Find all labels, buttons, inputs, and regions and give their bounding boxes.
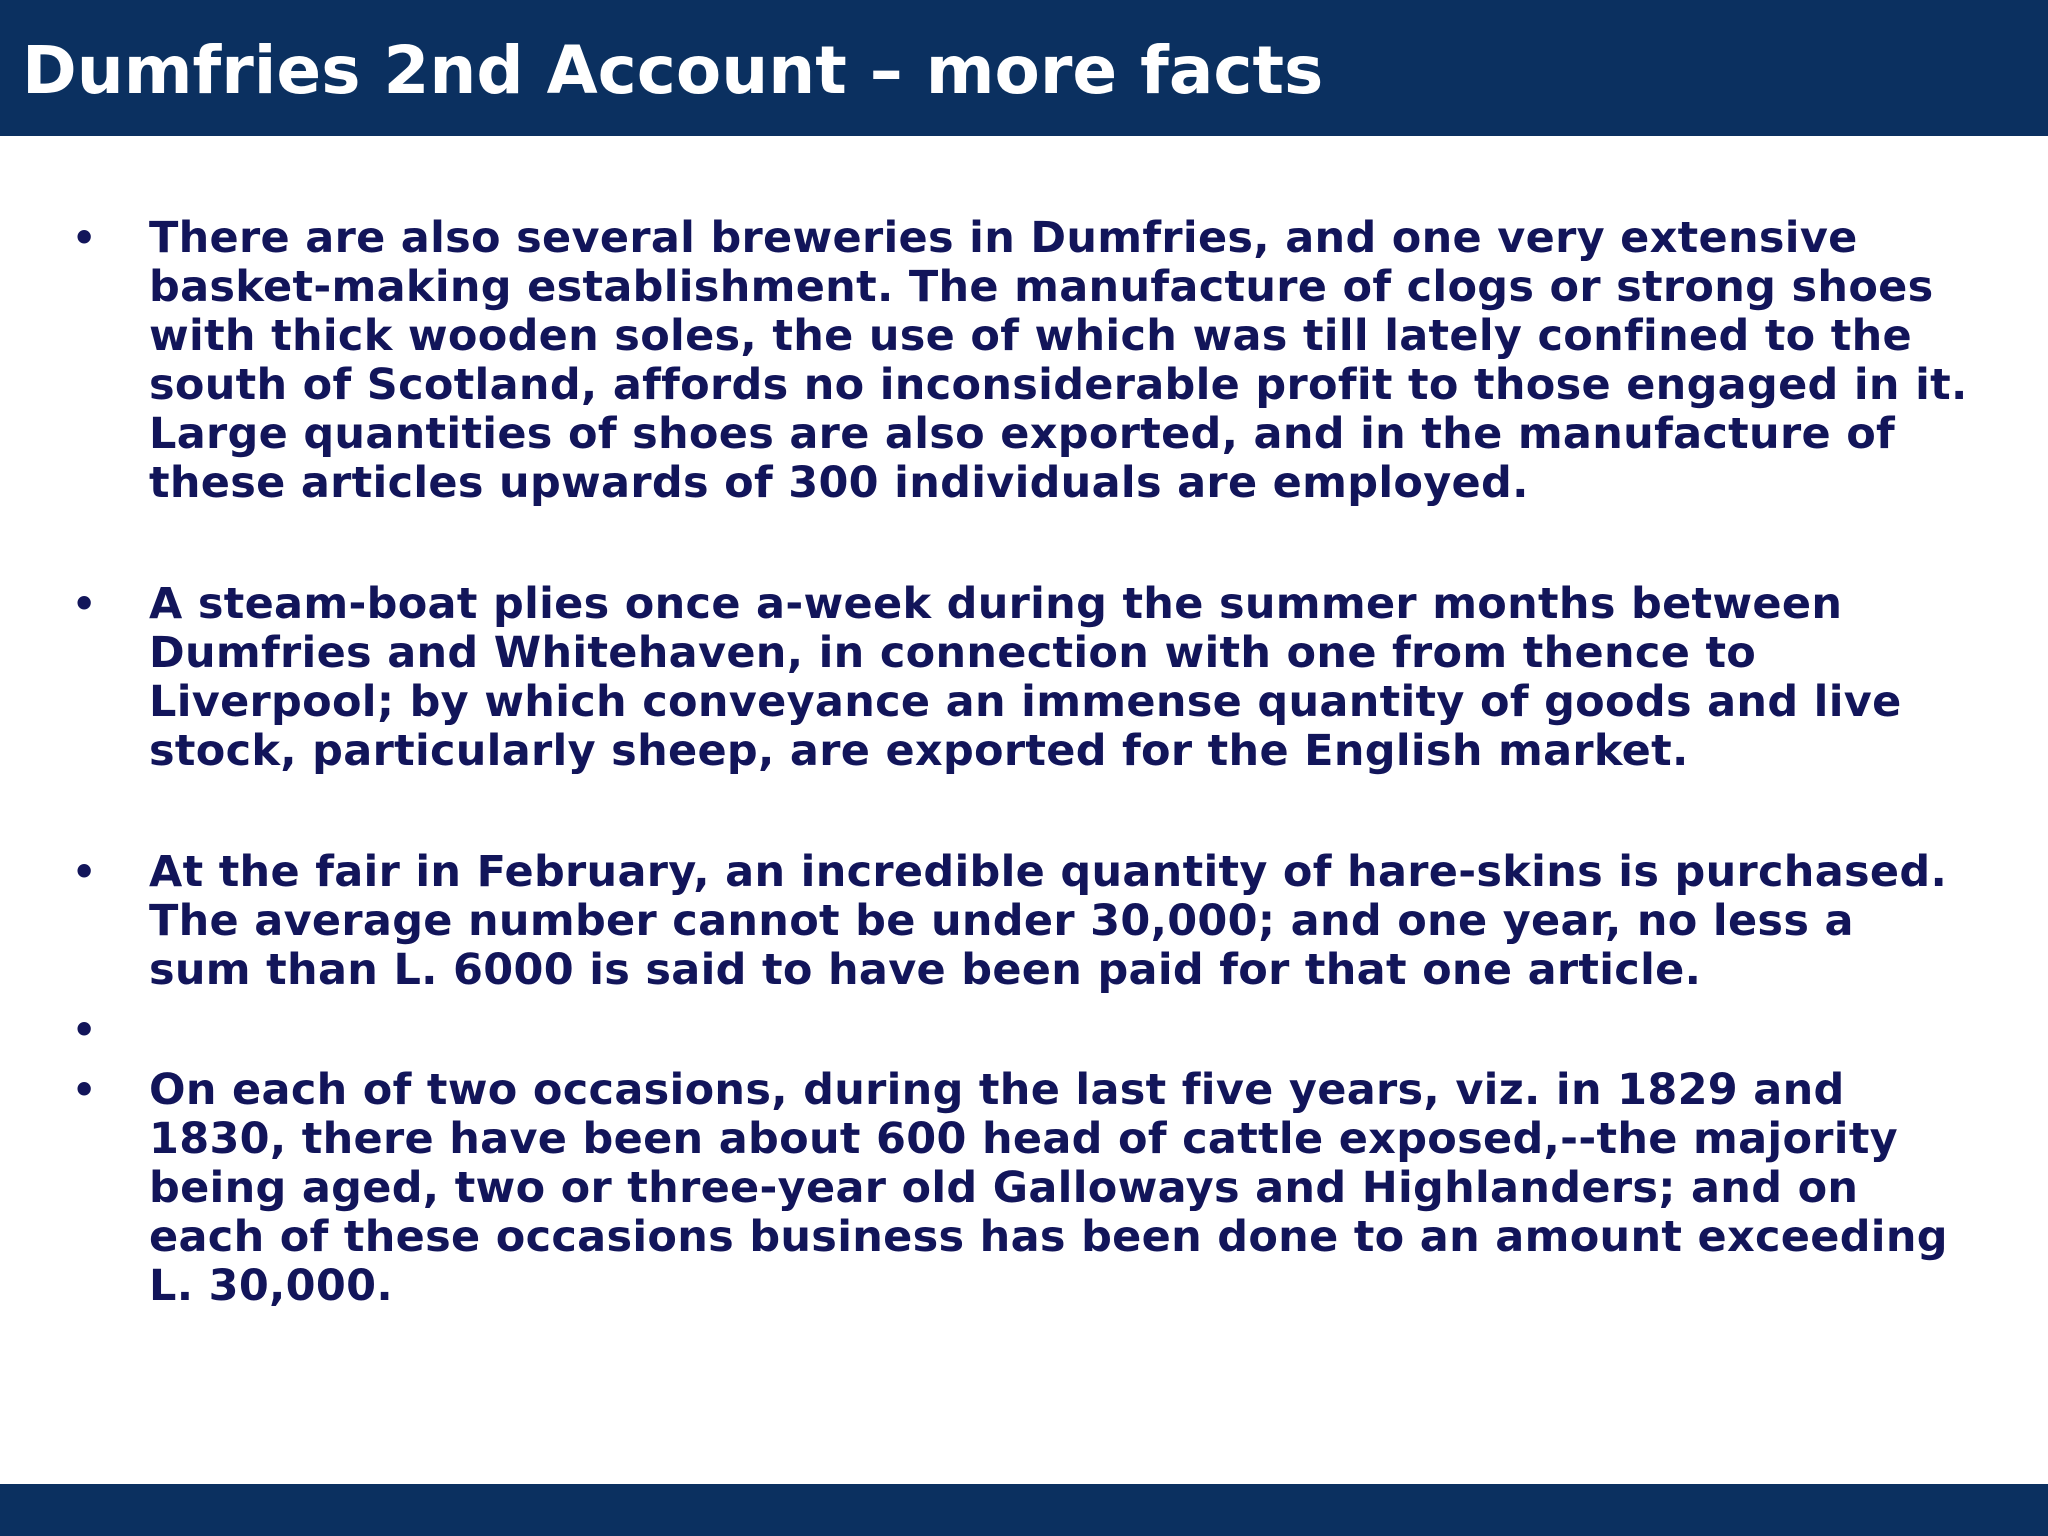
bullet-line: with thick wooden soles, the use of which was till lately confined to the: [149, 311, 1913, 361]
bullet-line: Dumfries and Whitehaven, in connection with one from thence to: [149, 628, 1757, 678]
bullet-line: south of Scotland, affords no inconsiderable profit to those engaged in it.: [149, 360, 1968, 410]
bullet-line: basket-making establishment. The manufacture of clogs or strong shoes: [149, 262, 1934, 312]
bullet-marker: •: [72, 1068, 97, 1112]
bullet-line: these articles upwards of 300 individuals are employed.: [149, 458, 1529, 508]
bullet-line: sum than L. 6000 is said to have been paid for that one article.: [149, 945, 1702, 995]
bullet-line: On each of two occasions, during the last five years, viz. in 1829 and: [149, 1065, 1845, 1115]
bullet-line: L. 30,000.: [149, 1261, 393, 1311]
bullet-marker: •: [72, 1008, 97, 1052]
slide-title: Dumfries 2nd Account – more facts: [22, 32, 1324, 109]
bullet-line: A steam-boat plies once a-week during the summer months between: [149, 579, 1843, 629]
bullet-line: each of these occasions business has been done to an amount exceeding: [149, 1212, 1948, 1262]
bullet-line: Large quantities of shoes are also exported, and in the manufacture of: [149, 409, 1896, 459]
bullet-text: [149, 848, 2024, 995]
bullet-line: There are also several breweries in Dumfries, and one very extensive: [149, 213, 1858, 263]
bullet-line: The average number cannot be under 30,000; and one year, no less a: [149, 896, 1854, 946]
bullet-line: At the fair in February, an incredible quantity of hare-skins is purchased.: [149, 847, 1948, 897]
bullet-text: [149, 1066, 2024, 1311]
bullet-text: [149, 580, 2024, 776]
bullet-line: 1830, there have been about 600 head of cattle exposed,--the majority: [149, 1114, 1899, 1164]
bullet-marker: •: [72, 216, 97, 260]
footer-bar: [0, 1484, 2048, 1536]
bullet-marker: •: [72, 582, 97, 626]
bullet-text: [149, 214, 2024, 508]
bullet-marker: •: [72, 850, 97, 894]
bullet-line: Liverpool; by which conveyance an immense quantity of goods and live: [149, 677, 1902, 727]
bullet-line: being aged, two or three-year old Galloways and Highlanders; and on: [149, 1163, 1859, 1213]
bullet-line: stock, particularly sheep, are exported for the English market.: [149, 726, 1689, 776]
